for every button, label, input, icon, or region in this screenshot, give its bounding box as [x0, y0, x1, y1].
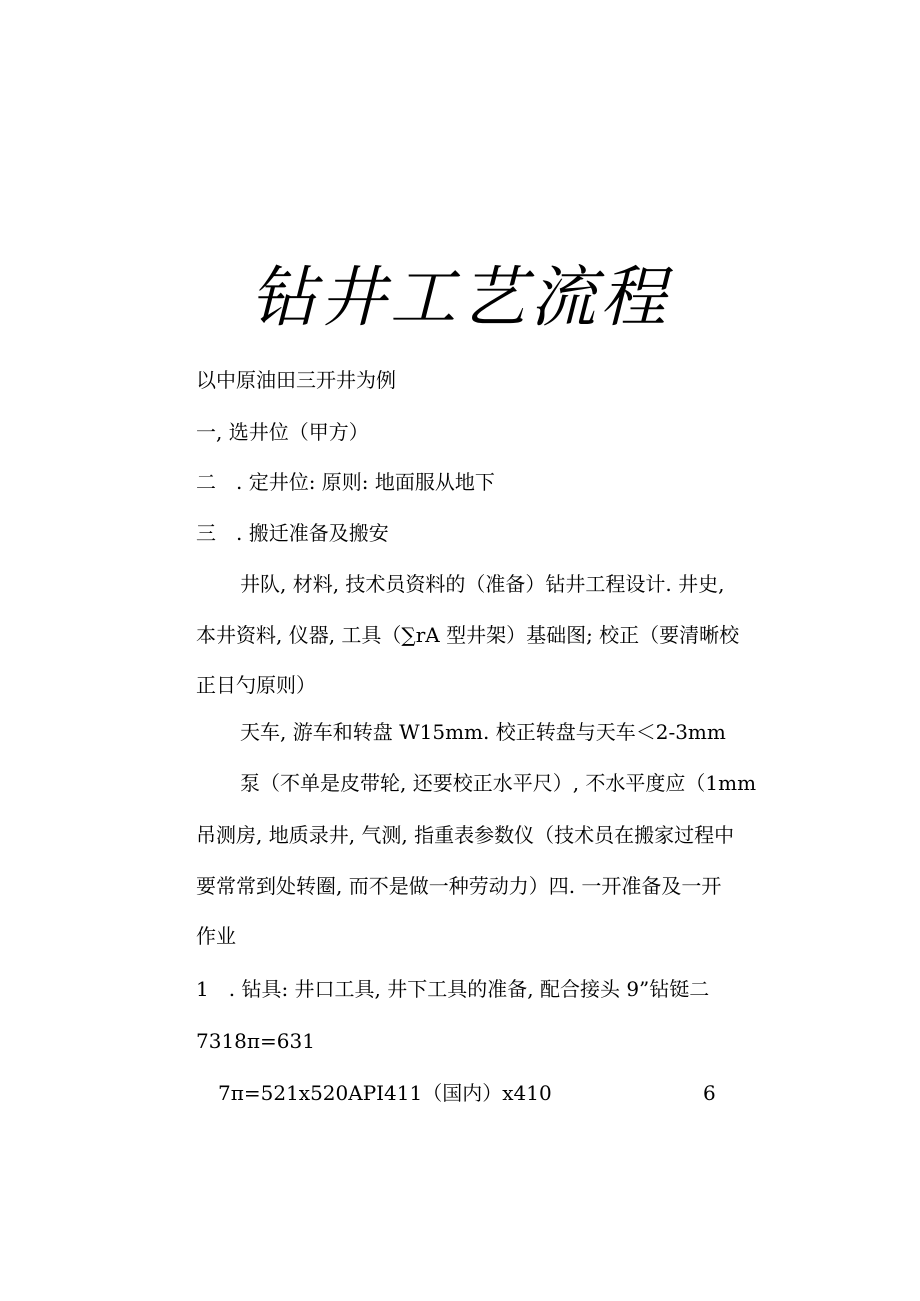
paragraph-line: 本井资料, 仪器, 工具（∑rA 型井架）基础图; 校正（要清晰校: [196, 623, 740, 647]
paragraph-line: 要常常到处转圈, 而不是做一种劳动力）四. 一开准备及一开: [196, 874, 722, 898]
document-title: 钻井工艺流程: [250, 259, 670, 336]
paragraph-line: 泵（不单是皮带轮, 还要校正水平尺）, 不水平度应（1mm: [240, 771, 757, 795]
paragraph-line: 吊测房, 地质录井, 气测, 指重表参数仪（技术员在搬家过程中: [196, 823, 735, 847]
paragraph-line: 井队, 材料, 技术员资料的（准备）钻井工程设计. 井史,: [240, 572, 725, 596]
text-line-intro: 以中原油田三开井为例: [196, 368, 396, 392]
text-line-formula: 7318ᴨ=631: [196, 1029, 315, 1053]
text-line-section-1: 一, 选井位（甲方）: [196, 420, 369, 444]
paragraph-line: 天车, 游车和转盘 W15mm. 校正转盘与天车＜2-3mm: [240, 720, 726, 744]
paragraph-line: 作业: [196, 924, 236, 948]
text-line-item-1: 1 . 钻具: 井口工具, 井下工具的准备, 配合接头 9”钻铤二: [196, 977, 710, 1001]
page-number: 6: [703, 1081, 716, 1105]
text-line-section-3: 三 . 搬迁准备及搬安: [196, 521, 389, 545]
text-line-section-2: 二 . 定井位: 原则: 地面服从地下: [196, 470, 495, 494]
paragraph-line: 正日勺原则）: [196, 673, 316, 697]
text-line-formula: 7ᴨ=521x520API411（国内）x410: [218, 1081, 552, 1105]
